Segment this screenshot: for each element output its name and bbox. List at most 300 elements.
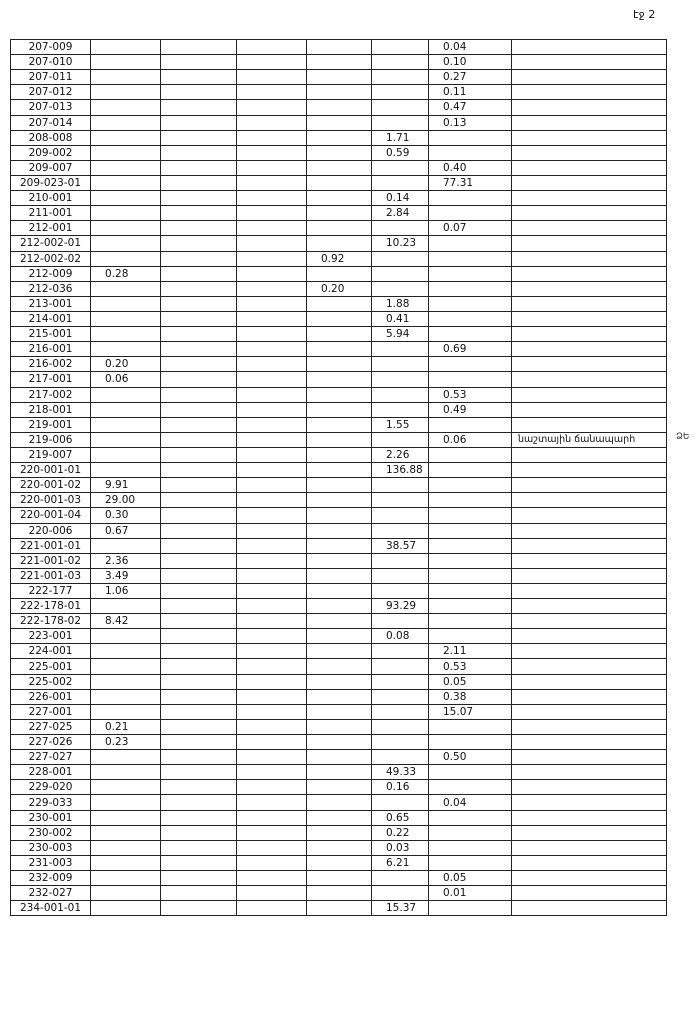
area-value-cell: 0.10: [429, 55, 512, 70]
table-row: [11, 251, 667, 266]
area-value-cell: [91, 145, 161, 160]
area-value-cell: [91, 599, 161, 614]
area-value-cell: [91, 402, 161, 417]
area-value-cell: [307, 599, 372, 614]
table-row: [11, 311, 667, 326]
note-cell: [512, 614, 667, 629]
table-row: [11, 191, 667, 206]
area-value-cell: [91, 659, 161, 674]
area-value-cell: [91, 55, 161, 70]
area-value-cell: [429, 311, 512, 326]
note-cell: [512, 266, 667, 281]
parcel-code-cell: 221-001-01: [11, 538, 91, 553]
parcel-code-cell: 227-025: [11, 719, 91, 734]
parcel-code-cell: 230-001: [11, 810, 91, 825]
area-value-cell: [161, 765, 237, 780]
area-value-cell: 0.06: [429, 432, 512, 447]
area-value-cell: [161, 221, 237, 236]
table-row: [11, 160, 667, 175]
parcel-code-cell: 216-001: [11, 342, 91, 357]
area-value-cell: [161, 750, 237, 765]
area-value-cell: [91, 130, 161, 145]
area-value-cell: 0.04: [429, 795, 512, 810]
area-value-cell: [91, 689, 161, 704]
table-row: [11, 659, 667, 674]
area-value-cell: [237, 236, 307, 251]
parcel-code-cell: 209-002: [11, 145, 91, 160]
parcel-code-cell: 224-001: [11, 644, 91, 659]
area-value-cell: 0.07: [429, 221, 512, 236]
area-value-cell: [429, 327, 512, 342]
area-value-cell: [372, 432, 429, 447]
area-value-cell: 0.65: [372, 810, 429, 825]
table-row: [11, 719, 667, 734]
area-value-cell: [429, 583, 512, 598]
area-value-cell: [91, 795, 161, 810]
area-value-cell: [161, 825, 237, 840]
area-value-cell: [429, 840, 512, 855]
parcel-code-cell: 213-001: [11, 296, 91, 311]
area-value-cell: [237, 160, 307, 175]
area-value-cell: [429, 614, 512, 629]
area-value-cell: [237, 704, 307, 719]
area-value-cell: [161, 311, 237, 326]
parcel-code-cell: 208-008: [11, 130, 91, 145]
area-value-cell: [372, 100, 429, 115]
area-value-cell: [429, 130, 512, 145]
area-value-cell: [307, 357, 372, 372]
parcel-code-cell: 212-001: [11, 221, 91, 236]
area-value-cell: [237, 145, 307, 160]
area-value-cell: [237, 810, 307, 825]
table-row: [11, 206, 667, 221]
area-value-cell: [237, 206, 307, 221]
note-cell: [512, 115, 667, 130]
area-value-cell: [237, 175, 307, 190]
table-row: [11, 85, 667, 100]
area-value-cell: 15.37: [372, 901, 429, 916]
area-value-cell: 1.06: [91, 583, 161, 598]
area-value-cell: [307, 840, 372, 855]
area-value-cell: [91, 780, 161, 795]
area-value-cell: [91, 236, 161, 251]
area-value-cell: [161, 342, 237, 357]
area-value-cell: [237, 750, 307, 765]
note-cell: [512, 387, 667, 402]
area-value-cell: [161, 629, 237, 644]
area-value-cell: [372, 266, 429, 281]
area-value-cell: [237, 659, 307, 674]
area-value-cell: [307, 659, 372, 674]
area-value-cell: [91, 765, 161, 780]
area-value-cell: 0.20: [91, 357, 161, 372]
area-value-cell: 0.01: [429, 886, 512, 901]
area-value-cell: [237, 523, 307, 538]
table-row: [11, 478, 667, 493]
area-value-cell: [372, 659, 429, 674]
area-value-cell: 6.21: [372, 855, 429, 870]
area-value-cell: [429, 568, 512, 583]
parcel-code-cell: 232-009: [11, 871, 91, 886]
area-value-cell: [372, 583, 429, 598]
area-value-cell: 49.33: [372, 765, 429, 780]
area-value-cell: 0.11: [429, 85, 512, 100]
area-value-cell: [161, 780, 237, 795]
table-row: [11, 735, 667, 750]
area-value-cell: 0.59: [372, 145, 429, 160]
area-value-cell: [161, 795, 237, 810]
area-value-cell: [372, 689, 429, 704]
area-value-cell: 2.36: [91, 553, 161, 568]
area-value-cell: 3.49: [91, 568, 161, 583]
area-value-cell: [161, 357, 237, 372]
area-value-cell: [372, 115, 429, 130]
parcel-code-cell: 229-020: [11, 780, 91, 795]
area-value-cell: [91, 327, 161, 342]
area-value-cell: [161, 689, 237, 704]
area-value-cell: [237, 221, 307, 236]
note-cell: նաշտային ճանապարհ: [512, 432, 667, 447]
table-row: [11, 357, 667, 372]
parcel-code-cell: 207-012: [11, 85, 91, 100]
area-value-cell: [161, 447, 237, 462]
area-value-cell: [307, 644, 372, 659]
area-value-cell: [429, 735, 512, 750]
note-cell: [512, 40, 667, 55]
parcel-code-cell: 210-001: [11, 191, 91, 206]
area-value-cell: [91, 704, 161, 719]
land-parcel-table: [10, 39, 667, 916]
area-value-cell: 0.38: [429, 689, 512, 704]
area-value-cell: 0.23: [91, 735, 161, 750]
area-value-cell: [307, 704, 372, 719]
area-value-cell: [237, 266, 307, 281]
note-cell: [512, 735, 667, 750]
area-value-cell: 29.00: [91, 493, 161, 508]
area-value-cell: [161, 901, 237, 916]
area-value-cell: [161, 55, 237, 70]
area-value-cell: [91, 191, 161, 206]
area-value-cell: [161, 599, 237, 614]
parcel-code-cell: 232-027: [11, 886, 91, 901]
parcel-code-cell: 223-001: [11, 629, 91, 644]
area-value-cell: 15.07: [429, 704, 512, 719]
area-value-cell: [91, 160, 161, 175]
area-value-cell: 0.04: [429, 40, 512, 55]
area-value-cell: [429, 251, 512, 266]
area-value-cell: [161, 508, 237, 523]
area-value-cell: 0.03: [372, 840, 429, 855]
area-value-cell: [372, 70, 429, 85]
area-value-cell: [372, 372, 429, 387]
parcel-code-cell: 220-001-03: [11, 493, 91, 508]
area-value-cell: [307, 719, 372, 734]
area-value-cell: [307, 871, 372, 886]
parcel-code-cell: 230-002: [11, 825, 91, 840]
area-value-cell: 2.11: [429, 644, 512, 659]
area-value-cell: [307, 629, 372, 644]
note-cell: [512, 508, 667, 523]
area-value-cell: [91, 296, 161, 311]
area-value-cell: [307, 478, 372, 493]
area-value-cell: [307, 614, 372, 629]
area-value-cell: [161, 735, 237, 750]
area-value-cell: [91, 871, 161, 886]
parcel-code-cell: 207-014: [11, 115, 91, 130]
area-value-cell: [91, 886, 161, 901]
area-value-cell: [161, 145, 237, 160]
table-row: [11, 115, 667, 130]
area-value-cell: [429, 357, 512, 372]
area-value-cell: 8.42: [91, 614, 161, 629]
area-value-cell: [307, 493, 372, 508]
area-value-cell: [307, 765, 372, 780]
area-value-cell: [307, 417, 372, 432]
area-value-cell: [237, 599, 307, 614]
table-row: [11, 327, 667, 342]
parcel-code-cell: 218-001: [11, 402, 91, 417]
area-value-cell: [237, 493, 307, 508]
area-value-cell: [237, 583, 307, 598]
area-value-cell: [91, 644, 161, 659]
area-value-cell: [307, 70, 372, 85]
area-value-cell: [237, 85, 307, 100]
area-value-cell: 0.69: [429, 342, 512, 357]
table-row: [11, 886, 667, 901]
area-value-cell: [237, 614, 307, 629]
area-value-cell: [307, 523, 372, 538]
note-cell: [512, 221, 667, 236]
area-value-cell: [161, 432, 237, 447]
table-row: [11, 221, 667, 236]
table-row: [11, 296, 667, 311]
area-value-cell: [161, 704, 237, 719]
area-value-cell: [429, 553, 512, 568]
area-value-cell: [161, 206, 237, 221]
note-cell: [512, 311, 667, 326]
parcel-code-cell: 228-001: [11, 765, 91, 780]
area-value-cell: [372, 795, 429, 810]
note-cell: [512, 372, 667, 387]
note-cell: [512, 810, 667, 825]
area-value-cell: [307, 538, 372, 553]
area-value-cell: [237, 855, 307, 870]
area-value-cell: [237, 70, 307, 85]
note-cell: [512, 825, 667, 840]
area-value-cell: [307, 175, 372, 190]
note-cell: [512, 795, 667, 810]
area-value-cell: [429, 855, 512, 870]
table-row: [11, 614, 667, 629]
area-value-cell: [372, 55, 429, 70]
area-value-cell: [161, 387, 237, 402]
area-value-cell: [307, 311, 372, 326]
area-value-cell: [429, 478, 512, 493]
note-cell: [512, 463, 667, 478]
table-row: [11, 463, 667, 478]
note-cell: [512, 629, 667, 644]
area-value-cell: [372, 478, 429, 493]
note-cell: [512, 689, 667, 704]
area-value-cell: [91, 855, 161, 870]
area-value-cell: [372, 886, 429, 901]
area-value-cell: [372, 357, 429, 372]
note-cell: [512, 85, 667, 100]
area-value-cell: [237, 130, 307, 145]
parcel-code-cell: 214-001: [11, 311, 91, 326]
area-value-cell: [91, 629, 161, 644]
area-value-cell: [372, 85, 429, 100]
area-value-cell: [91, 447, 161, 462]
area-value-cell: [161, 281, 237, 296]
table-row: [11, 236, 667, 251]
area-value-cell: [307, 795, 372, 810]
area-value-cell: [237, 538, 307, 553]
area-value-cell: 0.49: [429, 402, 512, 417]
area-value-cell: [237, 432, 307, 447]
parcel-code-cell: 220-001-04: [11, 508, 91, 523]
parcel-code-cell: 216-002: [11, 357, 91, 372]
area-value-cell: [307, 825, 372, 840]
note-cell: [512, 175, 667, 190]
table-row: [11, 55, 667, 70]
area-value-cell: 1.55: [372, 417, 429, 432]
area-value-cell: 10.23: [372, 236, 429, 251]
area-value-cell: [161, 160, 237, 175]
area-value-cell: 136.88: [372, 463, 429, 478]
area-value-cell: [372, 674, 429, 689]
area-value-cell: [237, 553, 307, 568]
parcel-code-cell: 227-026: [11, 735, 91, 750]
area-value-cell: [429, 236, 512, 251]
area-value-cell: [91, 825, 161, 840]
area-value-cell: [429, 417, 512, 432]
area-value-cell: [372, 553, 429, 568]
area-value-cell: 0.53: [429, 659, 512, 674]
parcel-code-cell: 212-036: [11, 281, 91, 296]
area-value-cell: [307, 221, 372, 236]
note-cell: [512, 493, 667, 508]
parcel-code-cell: 226-001: [11, 689, 91, 704]
area-value-cell: [237, 296, 307, 311]
area-value-cell: [307, 886, 372, 901]
area-value-cell: [237, 840, 307, 855]
area-value-cell: [307, 432, 372, 447]
parcel-code-cell: 207-010: [11, 55, 91, 70]
area-value-cell: [91, 221, 161, 236]
table-row: [11, 871, 667, 886]
area-value-cell: 0.21: [91, 719, 161, 734]
area-value-cell: [237, 327, 307, 342]
area-value-cell: [307, 85, 372, 100]
parcel-code-cell: 219-001: [11, 417, 91, 432]
note-cell: [512, 417, 667, 432]
area-value-cell: [429, 599, 512, 614]
area-value-cell: [91, 387, 161, 402]
area-value-cell: 93.29: [372, 599, 429, 614]
area-value-cell: [161, 478, 237, 493]
area-value-cell: [161, 523, 237, 538]
parcel-code-cell: 221-001-03: [11, 568, 91, 583]
note-cell: [512, 886, 667, 901]
area-value-cell: [237, 795, 307, 810]
table-row: [11, 538, 667, 553]
area-value-cell: [307, 100, 372, 115]
area-value-cell: [161, 327, 237, 342]
area-value-cell: [429, 447, 512, 462]
area-value-cell: [161, 674, 237, 689]
area-value-cell: [372, 342, 429, 357]
area-value-cell: 0.16: [372, 780, 429, 795]
area-value-cell: [372, 281, 429, 296]
area-value-cell: [161, 372, 237, 387]
area-value-cell: [307, 855, 372, 870]
area-value-cell: [307, 447, 372, 462]
table-row: [11, 568, 667, 583]
area-value-cell: [307, 568, 372, 583]
parcel-code-cell: 212-009: [11, 266, 91, 281]
note-cell: [512, 901, 667, 916]
area-value-cell: [237, 100, 307, 115]
note-cell: [512, 447, 667, 462]
note-cell: [512, 674, 667, 689]
parcel-code-cell: 225-002: [11, 674, 91, 689]
area-value-cell: [161, 191, 237, 206]
parcel-code-cell: 230-003: [11, 840, 91, 855]
area-value-cell: [91, 100, 161, 115]
parcel-code-cell: 217-002: [11, 387, 91, 402]
area-value-cell: [372, 175, 429, 190]
table-row: [11, 281, 667, 296]
area-value-cell: [307, 689, 372, 704]
area-value-cell: [307, 387, 372, 402]
parcel-code-cell: 217-001: [11, 372, 91, 387]
parcel-code-cell: 215-001: [11, 327, 91, 342]
area-value-cell: [161, 85, 237, 100]
area-value-cell: [307, 236, 372, 251]
parcel-code-cell: 222-178-02: [11, 614, 91, 629]
area-value-cell: [372, 871, 429, 886]
area-value-cell: [161, 538, 237, 553]
area-value-cell: [429, 266, 512, 281]
area-value-cell: [161, 810, 237, 825]
note-cell: [512, 871, 667, 886]
area-value-cell: [429, 810, 512, 825]
area-value-cell: 0.53: [429, 387, 512, 402]
area-value-cell: [307, 296, 372, 311]
area-value-cell: [91, 40, 161, 55]
area-value-cell: 0.40: [429, 160, 512, 175]
parcel-code-cell: 220-006: [11, 523, 91, 538]
area-value-cell: 0.28: [91, 266, 161, 281]
note-cell: [512, 855, 667, 870]
area-value-cell: [237, 281, 307, 296]
area-value-cell: [91, 463, 161, 478]
table-row: [11, 780, 667, 795]
area-value-cell: 0.20: [307, 281, 372, 296]
area-value-cell: [91, 417, 161, 432]
area-value-cell: [161, 236, 237, 251]
parcel-code-cell: 225-001: [11, 659, 91, 674]
area-value-cell: 77.31: [429, 175, 512, 190]
area-value-cell: [372, 568, 429, 583]
table-row: [11, 825, 667, 840]
area-value-cell: 0.67: [91, 523, 161, 538]
note-cell: [512, 538, 667, 553]
area-value-cell: [161, 70, 237, 85]
parcel-code-cell: 222-178-01: [11, 599, 91, 614]
table-row: [11, 145, 667, 160]
